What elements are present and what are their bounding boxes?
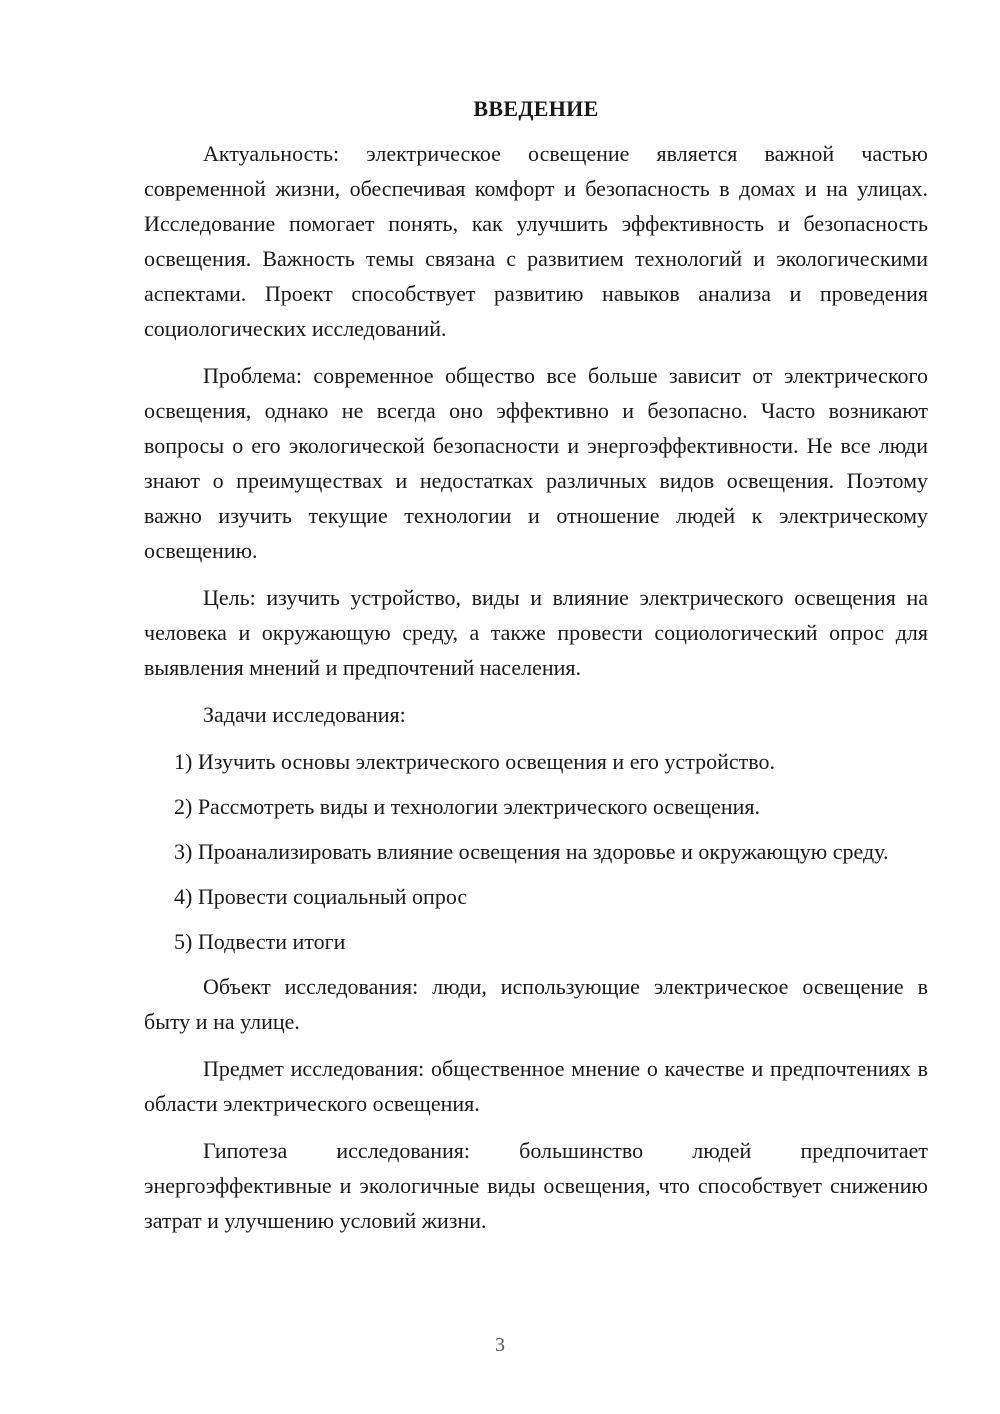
goal-paragraph: Цель: изучить устройство, виды и влияние электрического освещения на человека и окружающую среду, а также провести социологический опрос для выявления мнений и предпочтений населения. xyxy=(144,585,928,680)
task-item: 2) Рассмотреть виды и технологии электрического освещения. xyxy=(174,794,761,819)
page-number: 3 xyxy=(495,1334,505,1356)
hypothesis-paragraph: Гипотеза исследования: большинство людей предпочитает энергоэффективные и экологичные виды освещения, что способствует снижению затрат и улучшению условий жизни. xyxy=(144,1138,928,1233)
document-page xyxy=(144,94,928,1250)
task-item: 3) Проанализировать влияние освещения на здоровье и окружающую среду. xyxy=(174,839,889,864)
tasks-heading: Задачи исследования: xyxy=(203,702,406,727)
relevance-paragraph: Актуальность: электрическое освещение является важной частью современной жизни, обеспечивая комфорт и безопасность в домах и на улицах. Исследование помогает понять, как улучшить эффективность и безопасность освещения. Важность темы связана с развитием технологий и экологическими аспектами. Проект способствует развитию навыков анализа и проведения социологических исследований. xyxy=(144,141,928,341)
section-title: ВВЕДЕНИЕ xyxy=(473,96,599,121)
subject-paragraph: Предмет исследования: общественное мнение о качестве и предпочтениях в области электрического освещения. xyxy=(144,1056,928,1116)
task-item: 1) Изучить основы электрического освещения и его устройство. xyxy=(174,749,775,774)
problem-paragraph: Проблема: современное общество все больше зависит от электрического освещения, однако не всегда оно эффективно и безопасно. Часто возникают вопросы о его экологической безопасности и энергоэффективности. Не все люди знают о преимуществах и недостатках различных видов освещения. Поэтому важно изучить текущие технологии и отношение людей к электрическому освещению. xyxy=(144,363,928,563)
task-item: 5) Подвести итоги xyxy=(174,929,346,954)
object-paragraph: Объект исследования: люди, использующие электрическое освещение в быту и на улице. xyxy=(144,974,928,1034)
task-item: 4) Провести социальный опрос xyxy=(174,884,468,909)
